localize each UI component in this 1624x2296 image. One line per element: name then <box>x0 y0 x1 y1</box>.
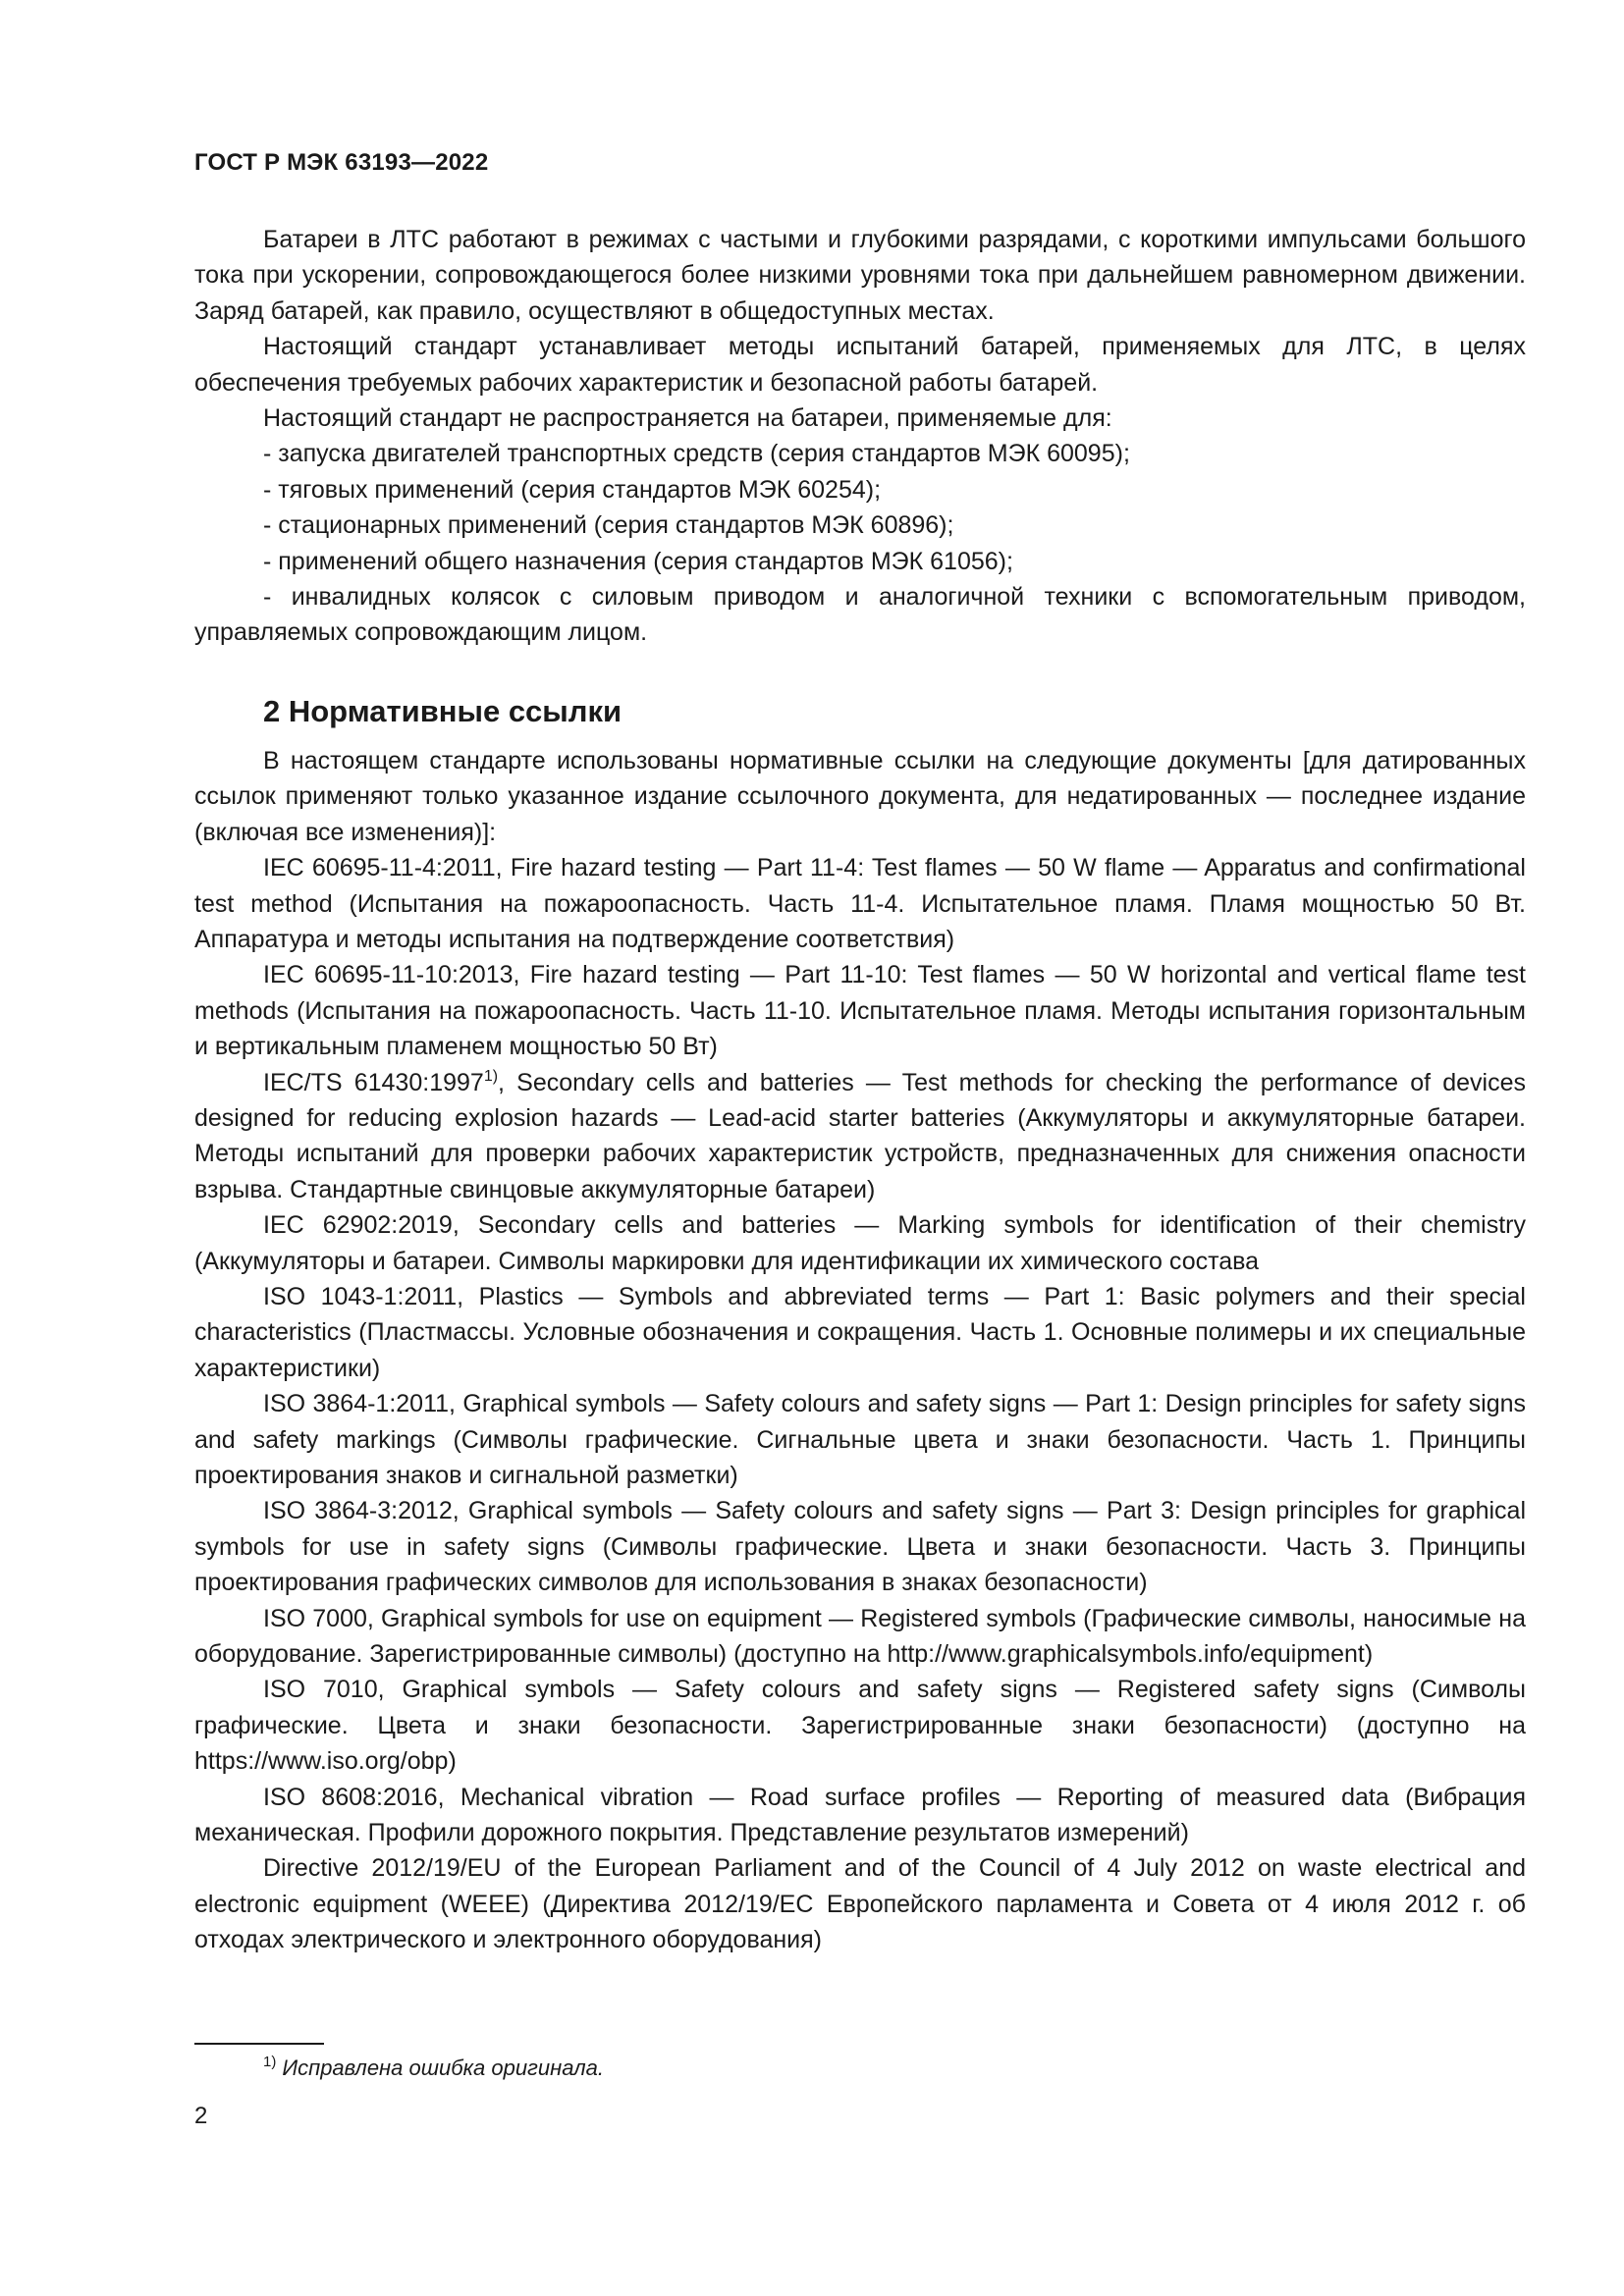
reference-item: ISO 3864-1:2011, Graphical symbols — Safety colours and safety signs — Part 1: Design principles for safety signs and safety markings (Символы графические. Сигнальные цвета и знаки безопасности. Часть 1. Принципы проектирования знаков и сигнальной разметки) <box>194 1390 1526 1489</box>
reference-title: , Secondary cells and batteries — Test methods for checking the performance of devices designed for reducing explosion hazards — Lead-acid starter batteries (Аккумуляторы и аккумуляторные батареи. Методы испытаний для проверки рабочих характеристик устройств, предназначенных для снижения опасности взрыва. Стандартные свинцовые аккумуляторные батареи) <box>194 1068 1527 1203</box>
section-title: 2 Нормативные ссылки <box>263 693 623 728</box>
footnote <box>263 2056 604 2081</box>
exclusion-item: - запуска двигателей транспортных средств (серия стандартов МЭК 60095); <box>263 440 1130 468</box>
reference-item: IEC 60695-11-10:2013, Fire hazard testing — Part 11-10: Test flames — 50 W horizontal and vertical flame test methods (Испытания на пожароопасность. Часть 11-10. Испытательное пламя. Методы испытания горизонтальным и вертикальным пламенем мощностью 50 Вт) <box>194 961 1526 1061</box>
footnote-marker[interactable]: 1) <box>483 1067 499 1085</box>
footnote-text: Исправлена ошибка оригинала. <box>282 2056 604 2080</box>
reference-item: ISO 3864-3:2012, Graphical symbols — Safety colours and safety signs — Part 3: Design principles for graphical symbols for use in safety signs (Символы графические. Цвета и знаки безопасности. Часть 3. Принципы проектирования графических символов для использования в знаках безопасности) <box>194 1497 1526 1597</box>
body-text <box>194 222 1526 1958</box>
page-number: 2 <box>194 2103 208 2129</box>
reference-item: Directive 2012/19/EU of the European Parliament and of the Council of 4 July 2012 on waste electrical and electronic equipment (WEEE) (Директива 2012/19/ЕС Европейского парламента и Совета от 4 июля 2012 г. об отходах электрического и электронного оборудования) <box>194 1854 1526 1954</box>
reference-item: IEC 62902:2019, Secondary cells and batteries — Marking symbols for identification of their chemistry (Аккумуляторы и батареи. Символы маркировки для идентификации их химического состава <box>194 1211 1526 1275</box>
standard-header: ГОСТ Р МЭК 63193—2022 <box>194 149 489 176</box>
reference-item: ISO 8608:2016, Mechanical vibration — Road surface profiles — Reporting of measured data (Вибрация механическая. Профили дорожного покрытия. Представление результатов измерений) <box>194 1783 1526 1847</box>
exclusion-item: - инвалидных колясок с силовым приводом и аналогичной техники с вспомогательным приводом, управляемых сопровождающим лицом. <box>194 583 1526 647</box>
reference-item: ISO 7000, Graphical symbols for use on equipment — Registered symbols (Графические символы, наносимые на оборудование. Зарегистрированные символы) (доступно на http://www.graphicalsymbols.info/equipment) <box>194 1604 1526 1669</box>
intro-paragraph: Настоящий стандарт устанавливает методы испытаний батарей, применяемых для ЛТС, в целях обеспечения требуемых рабочих характеристик и безопасной работы батарей. <box>194 333 1526 397</box>
intro-paragraph: Настоящий стандарт не распространяется на батареи, применяемые для: <box>263 404 1112 433</box>
footnote-divider <box>194 2043 324 2045</box>
section-intro: В настоящем стандарте использованы нормативные ссылки на следующие документы [для датированных ссылок применяют только указанное издание ссылочного документа, для недатированных — последнее издание (включая все изменения)]: <box>194 746 1526 846</box>
reference-item: IEC 60695-11-4:2011, Fire hazard testing — Part 11-4: Test flames — 50 W flame — Apparatus and confirmational test method (Испытания на пожароопасность. Часть 11-4. Испытательное пламя. Пламя мощностью 50 Вт. Аппаратура и методы испытания на подтверждение соответствия) <box>194 854 1526 953</box>
footnote-marker: 1) <box>263 2054 277 2070</box>
exclusion-item: - тяговых применений (серия стандартов МЭК 60254); <box>263 475 882 504</box>
reference-designation: IEC/TS 61430:1997 <box>263 1068 484 1096</box>
reference-item <box>194 1065 1526 1208</box>
exclusion-item: - стационарных применений (серия стандартов МЭК 60896); <box>263 511 954 540</box>
intro-paragraph: Батареи в ЛТС работают в режимах с частыми и глубокими разрядами, с короткими импульсами большого тока при ускорении, сопровождающегося более низкими уровнями тока при дальнейшем равномерном движении. Заряд батарей, как правило, осуществляют в общедоступных местах. <box>194 226 1526 325</box>
exclusion-item: - применений общего назначения (серия стандартов МЭК 61056); <box>263 547 1013 575</box>
reference-item: ISO 7010, Graphical symbols — Safety colours and safety signs — Registered safety signs (Символы графические. Цвета и знаки безопасности. Зарегистрированные знаки безопасности) (доступно на https://www.iso.org/obp) <box>194 1676 1526 1776</box>
reference-item: ISO 1043-1:2011, Plastics — Symbols and abbreviated terms — Part 1: Basic polymers and their special characteristics (Пластмассы. Условные обозначения и сокращения. Часть 1. Основные полимеры и их специальные характеристики) <box>194 1282 1526 1382</box>
